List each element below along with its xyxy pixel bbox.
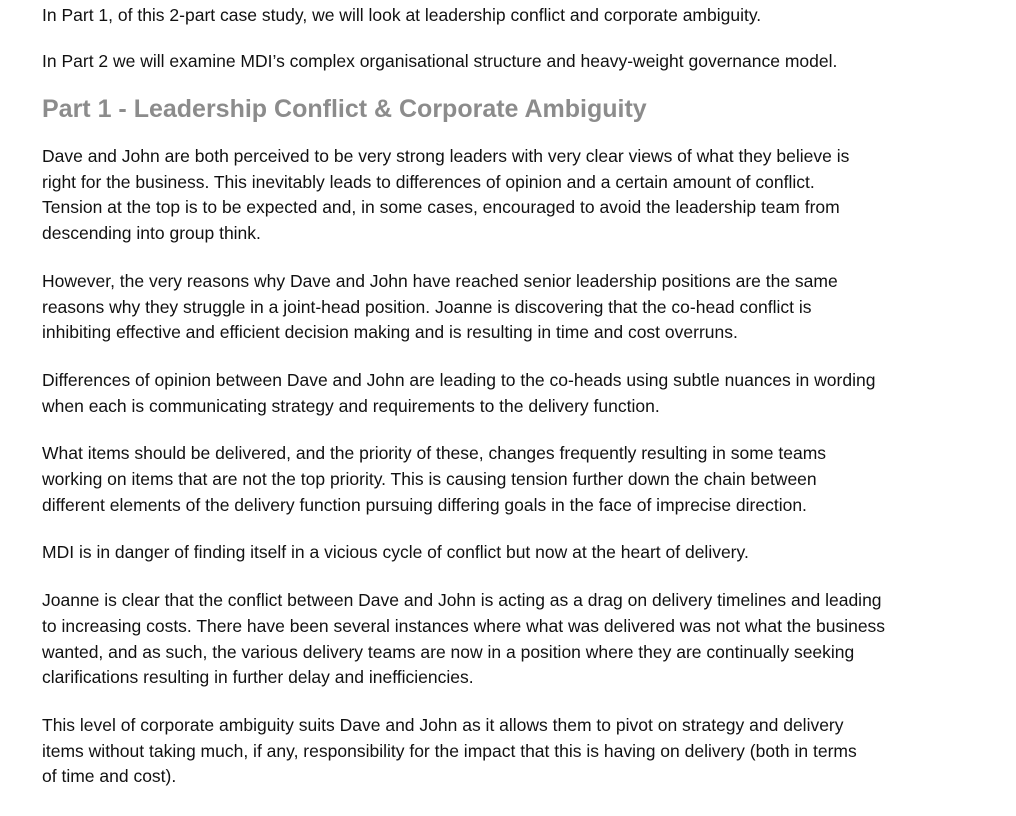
paragraph-line: reasons why they struggle in a joint-head position. Joanne is discovering that the co-head conflict is	[42, 296, 812, 317]
document-page	[42, 0, 1002, 790]
paragraph-line: Joanne is clear that the conflict between Dave and John is acting as a drag on delivery timelines and leading	[42, 590, 882, 611]
paragraph	[42, 588, 1002, 691]
paragraph-line: Dave and John are both perceived to be very strong leaders with very clear views of what they believe is	[42, 146, 850, 166]
paragraph-line: Differences of opinion between Dave and John are leading to the co-heads using subtle nuances in wording	[42, 369, 876, 390]
paragraph-line: items without taking much, if any, responsibility for the impact that this is having on delivery (both in terms	[42, 740, 857, 761]
paragraph-line: This level of corporate ambiguity suits Dave and John as it allows them to pivot on strategy and delivery	[42, 714, 844, 735]
paragraph-line: right for the business. This inevitably leads to differences of opinion and a certain amount of conflict.	[42, 171, 815, 192]
paragraph-line: when each is communicating strategy and requirements to the delivery function.	[42, 395, 660, 416]
paragraph-line: different elements of the delivery function pursuing differing goals in the face of imprecise direction.	[42, 494, 807, 515]
paragraph-line: wanted, and as such, the various delivery teams are now in a position where they are continually seeking	[42, 641, 855, 662]
paragraph	[42, 540, 1002, 566]
paragraph-line: working on items that are not the top priority. This is causing tension further down the chain between	[42, 469, 817, 490]
paragraph-line: Tension at the top is to be expected and, in some cases, encouraged to avoid the leadership team from	[42, 197, 840, 218]
paragraph-line: MDI is in danger of finding itself in a vicious cycle of conflict but now at the heart of delivery.	[42, 542, 749, 563]
paragraph-line: of time and cost).	[42, 766, 177, 787]
paragraph-line: to increasing costs. There have been several instances where what was delivered was not what the business	[42, 615, 886, 636]
paragraph-line: descending into group think.	[42, 223, 261, 244]
paragraph	[42, 144, 1002, 247]
paragraph-line: What items should be delivered, and the priority of these, changes frequently resulting in some teams	[42, 443, 827, 464]
intro-part-1: In Part 1, of this 2-part case study, we will look at leadership conflict and corporate ambiguity.	[42, 5, 762, 25]
section-heading: Part 1 - Leadership Conflict & Corporate Ambiguity	[42, 95, 647, 123]
paragraph-line: clarifications resulting in further delay and inefficiencies.	[42, 667, 474, 688]
paragraph	[42, 713, 1002, 790]
paragraph	[42, 368, 1002, 419]
intro-part-2: In Part 2 we will examine MDI’s complex organisational structure and heavy-weight governance model.	[42, 51, 838, 71]
paragraph	[42, 441, 1002, 518]
paragraph-line: inhibiting effective and efficient decision making and is resulting in time and cost overruns.	[42, 322, 738, 343]
paragraph	[42, 269, 1002, 346]
paragraph-line: However, the very reasons why Dave and John have reached senior leadership positions are the same	[42, 270, 838, 291]
